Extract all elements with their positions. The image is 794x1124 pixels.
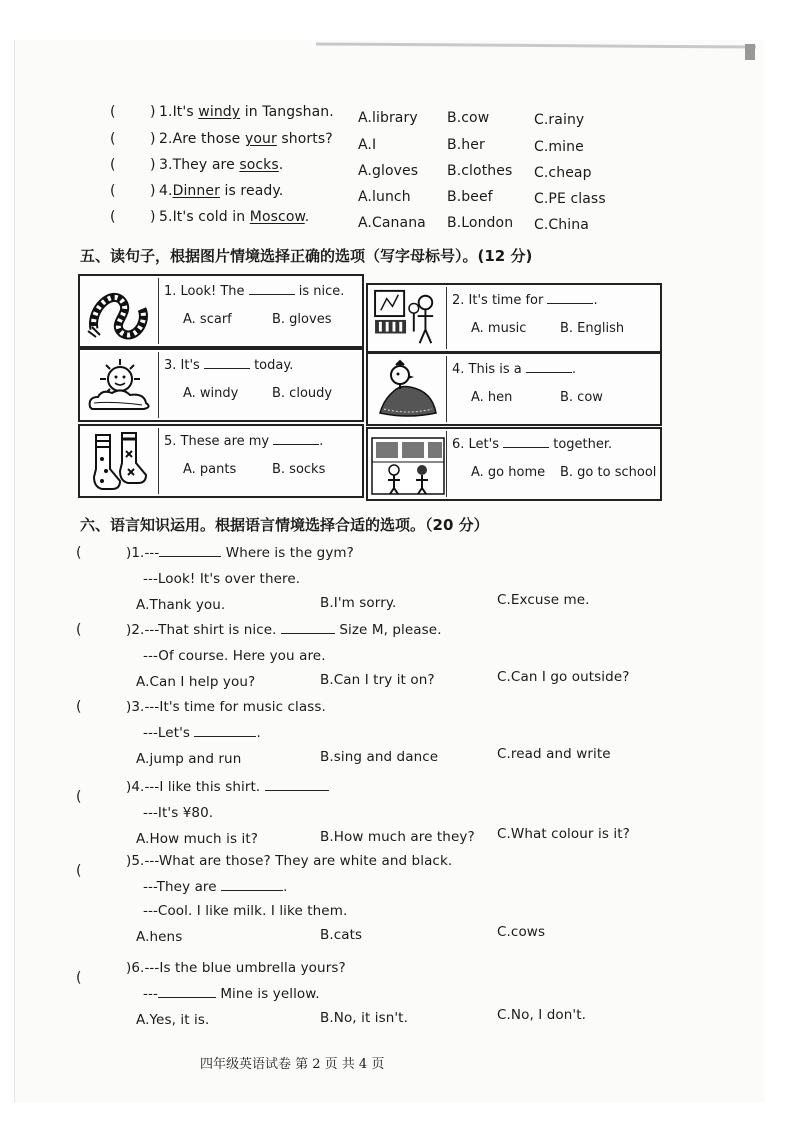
option-c: C.What colour is it? — [497, 826, 630, 842]
part5-heading: 五、读句子，根据图片情境选择正确的选项（写字母标号）。(12 分) — [80, 247, 533, 265]
option-c: C.Excuse me. — [497, 592, 590, 608]
music-class-icon — [370, 287, 447, 349]
question-pre: Are those — [172, 131, 245, 147]
dialogue-line-2 — [143, 879, 288, 895]
picture-question-box — [366, 352, 662, 426]
option-a: A. music — [471, 321, 527, 336]
dialogue-line-2 — [143, 986, 320, 1002]
question-pre: 1. Look! The — [164, 284, 249, 299]
option-a: A.gloves — [358, 163, 419, 179]
picture-question-box — [78, 424, 364, 498]
picture-question-text — [164, 358, 293, 373]
dialogue-text: )2.---That shirt is nice. — [126, 622, 281, 638]
answer-paren-open: ( — [76, 622, 82, 638]
option-a: A.Yes, it is. — [136, 1012, 210, 1028]
dialogue-text: )1.--- — [126, 545, 160, 561]
option-b: B.I'm sorry. — [320, 595, 397, 611]
question-post: is nice. — [294, 284, 345, 299]
answer-paren-open: ( — [76, 789, 82, 805]
option-a: A. pants — [183, 462, 237, 477]
part6-heading: 六、语言知识运用。根据语言情境选择合适的选项。（20 分） — [80, 516, 489, 534]
question-pre: 4. This is a — [452, 362, 526, 377]
dialogue-text: )6.---Is the blue umbrella yours? — [126, 960, 346, 976]
dialogue-line-2 — [143, 805, 213, 821]
answer-blank[interactable] — [526, 372, 572, 373]
option-a: A.jump and run — [136, 751, 242, 767]
answer-blank[interactable] — [273, 444, 319, 445]
question-sentence — [159, 157, 283, 173]
answer-paren-open: ( — [110, 157, 116, 173]
option-c: C.Can I go outside? — [497, 669, 630, 685]
dialogue-line-1 — [126, 960, 346, 976]
question-number: 4. — [159, 183, 173, 199]
dialogue-line-1 — [126, 622, 442, 638]
option-c: C.mine — [534, 139, 584, 155]
underlined-word: Moscow — [249, 209, 305, 225]
option-b: B.Can I try it on? — [320, 672, 435, 688]
option-b: B. gloves — [272, 312, 332, 327]
picture-question-box — [366, 283, 662, 353]
underlined-word: socks — [239, 157, 279, 173]
answer-blank[interactable] — [221, 890, 283, 891]
school-icon — [370, 431, 447, 497]
dialogue-line-1 — [126, 779, 329, 795]
dialogue-line-2 — [143, 571, 300, 587]
option-a: A.hens — [136, 929, 183, 945]
option-b: B.sing and dance — [320, 749, 439, 765]
option-c: C.cheap — [534, 165, 592, 181]
dialogue-line-1 — [126, 545, 354, 561]
option-b: B. socks — [272, 462, 326, 477]
scarf-icon — [82, 278, 159, 344]
answer-paren-open: ( — [110, 104, 116, 120]
option-b: B. English — [560, 321, 625, 336]
option-c: C.cows — [497, 924, 546, 940]
dialogue-text: Where is the gym? — [221, 545, 354, 561]
underlined-word: your — [244, 131, 277, 147]
dialogue-text: )5.---What are those? They are white and black. — [126, 853, 453, 869]
picture-question-text — [164, 284, 344, 299]
dialogue-line-2 — [143, 648, 326, 664]
answer-paren-close: ) — [150, 209, 156, 225]
scan-corner-mark — [745, 44, 755, 60]
dialogue-text: Mine is yellow. — [215, 986, 320, 1002]
question-post: in Tangshan. — [240, 104, 334, 120]
question-post: . — [593, 293, 598, 308]
option-a: A. scarf — [183, 312, 232, 327]
question-post: together. — [549, 437, 613, 452]
option-b: B.London — [447, 215, 514, 231]
answer-paren-open: ( — [76, 699, 82, 715]
answer-blank[interactable] — [265, 790, 329, 791]
option-b: B.beef — [447, 189, 493, 205]
question-pre: 3. It's — [164, 358, 204, 373]
underlined-word: windy — [198, 104, 241, 120]
question-post: . — [304, 209, 310, 225]
answer-paren-open: ( — [76, 545, 82, 561]
option-a: A. windy — [183, 386, 239, 401]
option-a: A.Canana — [358, 215, 426, 231]
dialogue-text: . — [283, 879, 288, 895]
answer-paren-open: ( — [76, 970, 82, 986]
picture-question-text — [452, 437, 612, 452]
picture-question-text — [452, 362, 576, 377]
dialogue-text: --- — [143, 986, 158, 1002]
answer-blank[interactable] — [249, 294, 295, 295]
question-pre: They are — [172, 157, 240, 173]
answer-paren-close: ) — [150, 131, 156, 147]
answer-paren-open: ( — [110, 183, 116, 199]
option-a: A.lunch — [358, 189, 411, 205]
question-post: is ready. — [219, 183, 284, 199]
option-b: B.her — [447, 137, 485, 153]
question-pre: 5. These are my — [164, 434, 274, 449]
option-a: A.How much is it? — [136, 831, 258, 847]
option-a: A. hen — [471, 390, 513, 405]
answer-paren-close: ) — [150, 183, 156, 199]
option-a: A.Can I help you? — [136, 674, 256, 690]
question-post: today. — [249, 358, 294, 373]
answer-paren-open: ( — [110, 131, 116, 147]
option-c: C.No, I don't. — [497, 1007, 587, 1023]
option-c: C.PE class — [534, 191, 606, 207]
question-sentence — [159, 209, 309, 225]
dialogue-line-3: ---Cool. I like milk. I like them. — [143, 903, 348, 919]
answer-blank[interactable] — [281, 633, 335, 634]
option-b: B. go to school — [560, 465, 657, 480]
answer-blank[interactable] — [503, 447, 549, 448]
answer-paren-open: ( — [110, 209, 116, 225]
question-sentence — [159, 131, 333, 147]
dialogue-text: ---Let's — [143, 725, 195, 741]
picture-question-box — [78, 348, 364, 422]
question-pre: It's cold in — [172, 209, 250, 225]
option-b: B. cow — [560, 390, 603, 405]
picture-question-text — [452, 293, 598, 308]
sun-cloud-icon — [82, 352, 159, 418]
answer-blank[interactable] — [158, 997, 216, 998]
answer-blank[interactable] — [547, 303, 593, 304]
dialogue-text: Size M, please. — [334, 622, 442, 638]
dialogue-text: )3.---It's time for music class. — [126, 699, 326, 715]
picture-question-box — [366, 427, 662, 501]
question-post: . — [571, 362, 576, 377]
dialogue-text: ---They are — [143, 879, 222, 895]
question-number: 2. — [159, 131, 173, 147]
hen-icon — [370, 356, 447, 422]
answer-paren-close: ) — [150, 157, 156, 173]
question-post: . — [278, 157, 284, 173]
question-sentence — [159, 183, 283, 199]
option-b: B.How much are they? — [320, 829, 475, 845]
option-b: B.No, it isn't. — [320, 1010, 408, 1026]
option-c: C.China — [534, 217, 589, 233]
answer-blank[interactable] — [159, 556, 221, 557]
dialogue-line-1 — [126, 699, 326, 715]
option-a: A.Thank you. — [136, 597, 226, 613]
answer-paren-open: ( — [76, 863, 82, 879]
dialogue-text: ---It's ¥80. — [143, 805, 214, 821]
option-a: A.I — [358, 137, 377, 153]
dialogue-text: )4.---I like this shirt. — [126, 779, 265, 795]
answer-paren-close: ) — [150, 104, 156, 120]
dialogue-text: ---Of course. Here you are. — [143, 648, 326, 664]
option-c: C.rainy — [534, 112, 585, 128]
dialogue-line-2 — [143, 725, 261, 741]
option-a: A.library — [358, 110, 418, 126]
dialogue-text: . — [256, 725, 261, 741]
option-b: B.clothes — [447, 163, 513, 179]
picture-question-text — [164, 434, 323, 449]
option-b: B. cloudy — [272, 386, 333, 401]
answer-blank[interactable] — [204, 368, 250, 369]
option-c: C.read and write — [497, 746, 611, 762]
question-sentence — [159, 104, 334, 120]
option-a: A. go home — [471, 465, 546, 480]
question-pre: It's — [172, 104, 199, 120]
underlined-word: Dinner — [172, 183, 220, 199]
picture-question-box — [78, 274, 364, 348]
option-b: B.cow — [447, 110, 490, 126]
question-number: 5. — [159, 209, 173, 225]
dialogue-line-1 — [126, 853, 452, 869]
answer-blank[interactable] — [194, 736, 256, 737]
socks-icon — [82, 428, 159, 494]
question-pre: 6. Let's — [452, 437, 504, 452]
question-post: shorts? — [276, 131, 333, 147]
question-pre: 2. It's time for — [452, 293, 548, 308]
option-b: B.cats — [320, 927, 363, 943]
question-number: 3. — [159, 157, 173, 173]
question-post: . — [319, 434, 324, 449]
dialogue-text: ---Look! It's over there. — [143, 571, 301, 587]
page-footer: 四年级英语试卷 第 2 页 共 4 页 — [200, 1057, 385, 1072]
question-number: 1. — [159, 104, 173, 120]
